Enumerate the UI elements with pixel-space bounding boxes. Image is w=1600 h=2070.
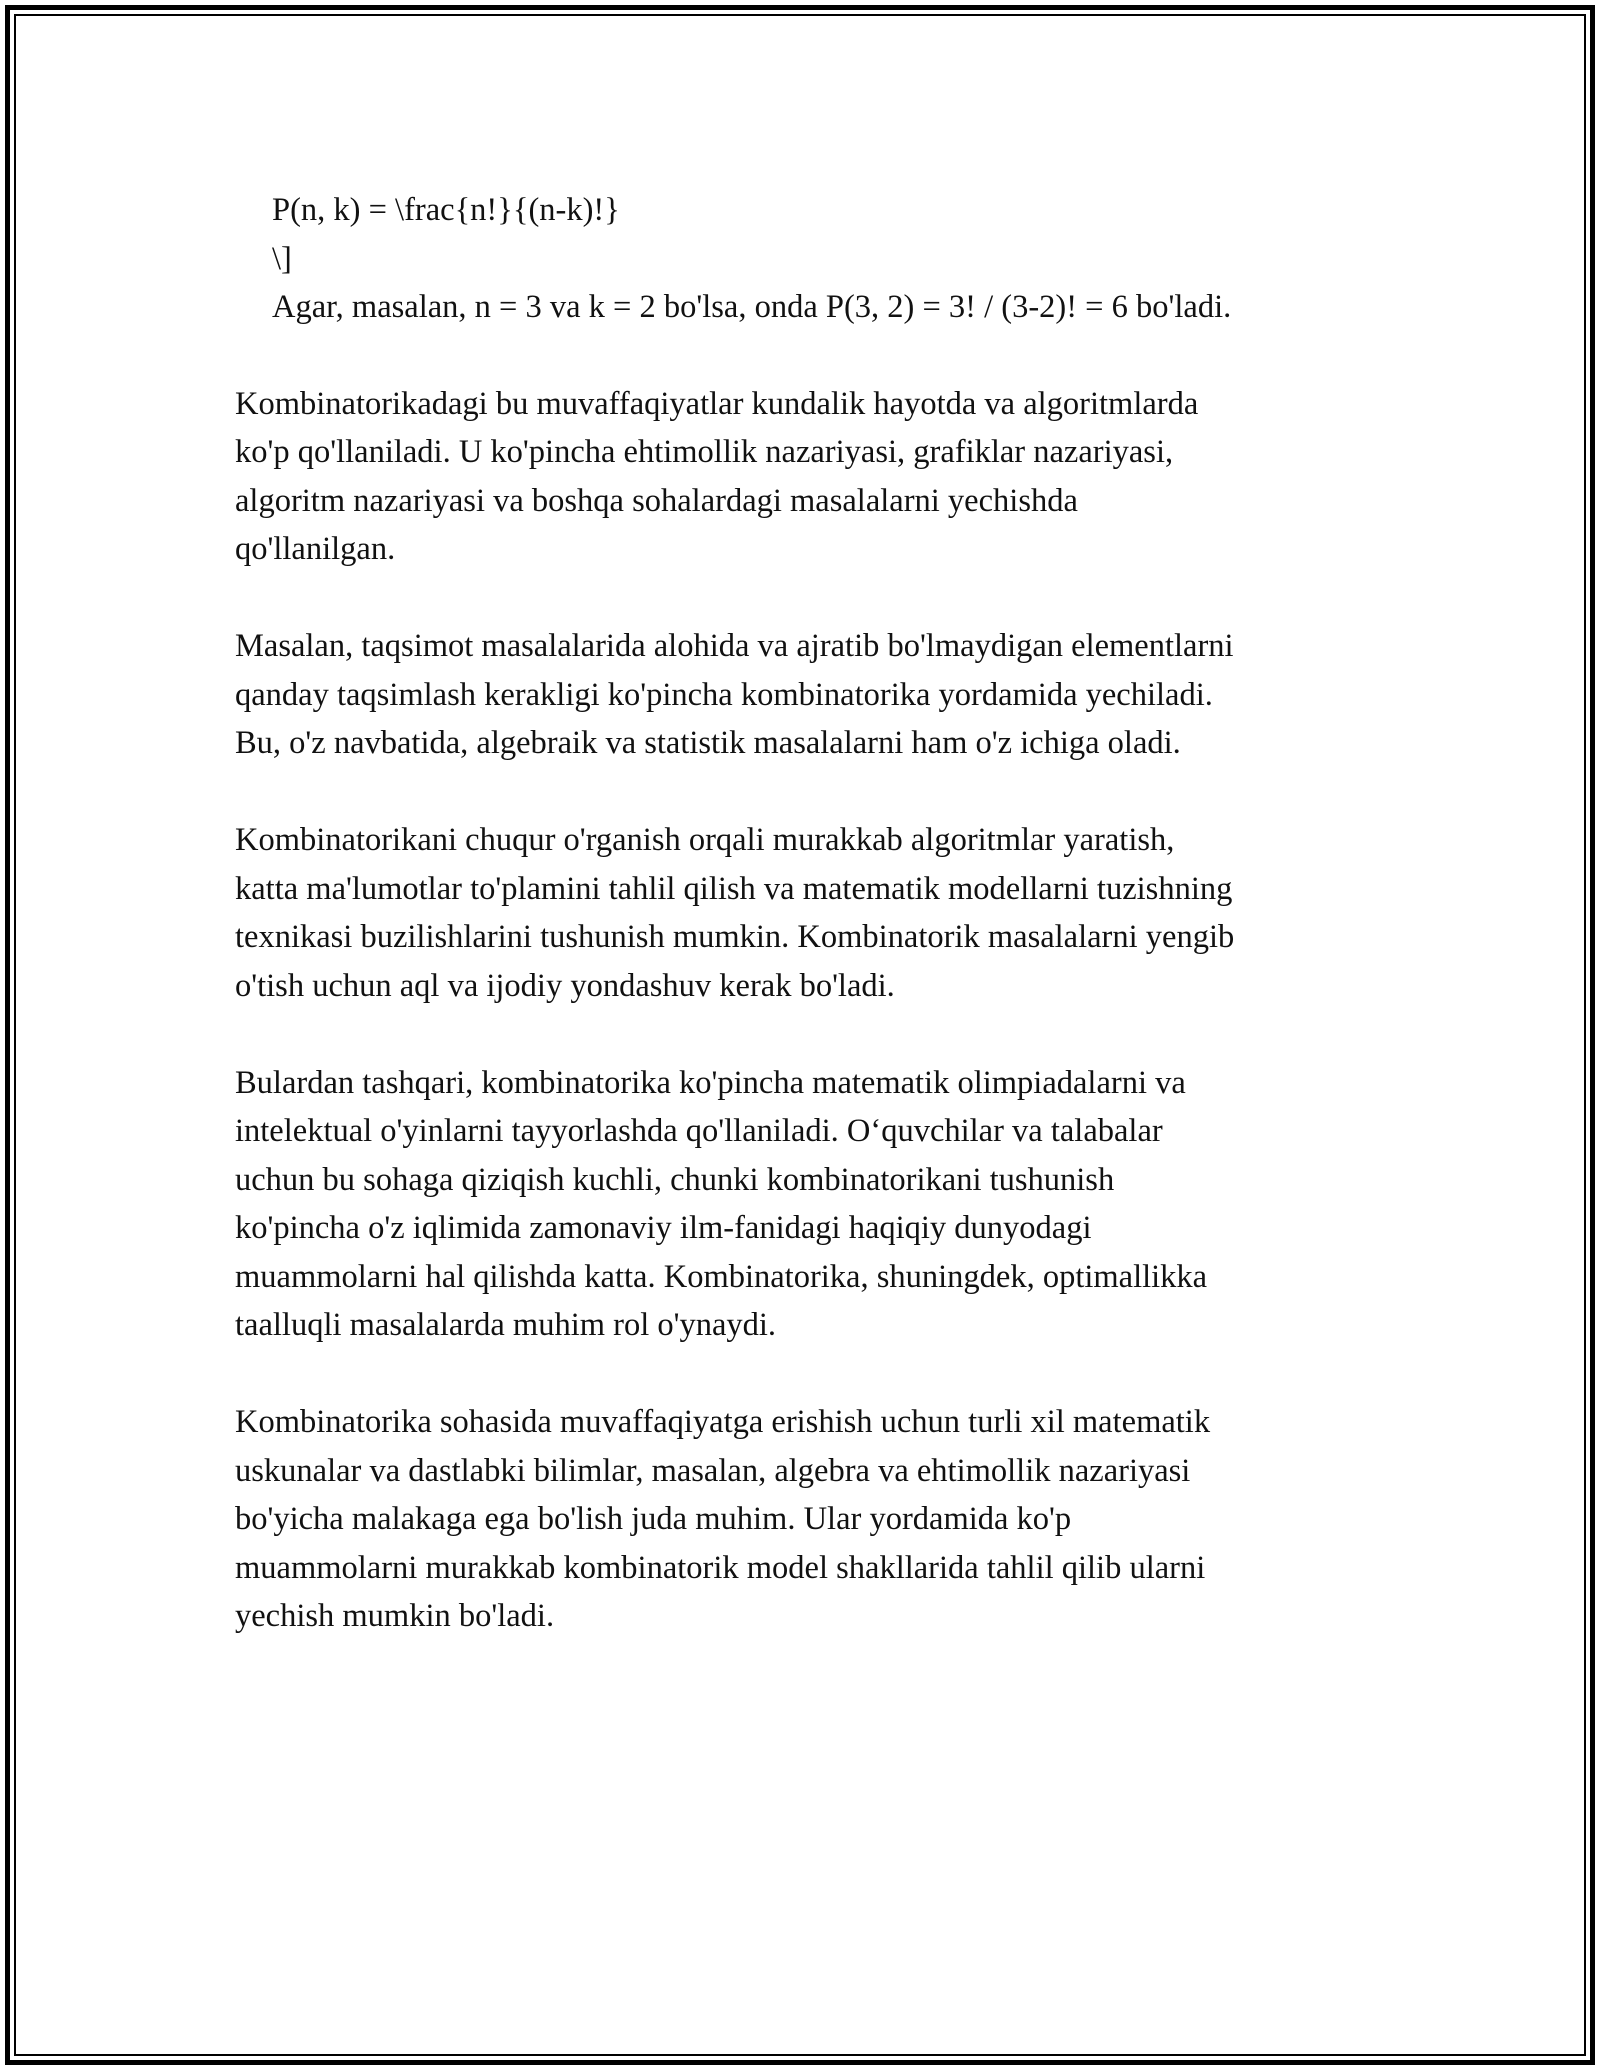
document-body xyxy=(235,186,1375,1689)
paragraph: Kombinatorikani chuqur o'rganish orqali murakkab algoritmlar yaratish, katta ma'lumotlar to'plamini tahlil qilish va matematik modellarni tuzishning texnikasi buzilishlarini tushunish mumkin. Kombinatorik masalalarni yengib o'tish uchun aql va ijodiy yondashuv kerak bo'ladi. xyxy=(235,822,1235,1004)
formula-example: Agar, masalan, n = 3 va k = 2 bo'lsa, onda P(3, 2) = 3! / (3-2)! = 6 bo'ladi. xyxy=(272,289,1232,325)
paragraph: Masalan, taqsimot masalalarida alohida va ajratib bo'lmaydigan elementlarni qanday taqsimlash kerakligi ko'pincha kombinatorika yordamida yechiladi. Bu, o'z navbatida, algebraik va statistik masalalarni ham o'z ichiga oladi. xyxy=(235,628,1234,761)
formula-block xyxy=(235,186,1375,332)
formula-closing-bracket: \] xyxy=(272,240,292,277)
paragraph: Bulardan tashqari, kombinatorika ko'pincha matematik olimpiadalarni va intelektual o'yinlarni tayyorlashda qo'llaniladi. O‘quvchilar va talabalar uchun bu sohaga qiziqish kuchli, chunki kombinatorikani tushunish ko'pincha o'z iqlimida zamonaviy ilm-fanidagi haqiqiy dunyodagi muammolarni hal qilishda katta. Kombinatorika, shuningdek, optimallikka taalluqli masalalarda muhim rol o'ynaydi. xyxy=(235,1064,1208,1343)
paragraph: Kombinatorikadagi bu muvaffaqiyatlar kundalik hayotda va algoritmlarda ko'p qo'llaniladi. U ko'pincha ehtimollik nazariyasi, grafiklar nazariyasi, algoritm nazariyasi va boshqa sohalardagi masalalarni yechishda qo'llanilgan. xyxy=(235,385,1199,567)
formula-line: P(n, k) = \frac{n!}{(n-k)!} xyxy=(272,192,620,228)
paragraph: Kombinatorika sohasida muvaffaqiyatga erishish uchun turli xil matematik uskunalar va dastlabki bilimlar, masalan, algebra va ehtimollik nazariyasi bo'yicha malakaga ega bo'lish juda muhim. Ular yordamida ko'p muammolarni murakkab kombinatorik model shakllarida tahlil qilib ularni yechish mumkin bo'ladi. xyxy=(235,1404,1211,1634)
